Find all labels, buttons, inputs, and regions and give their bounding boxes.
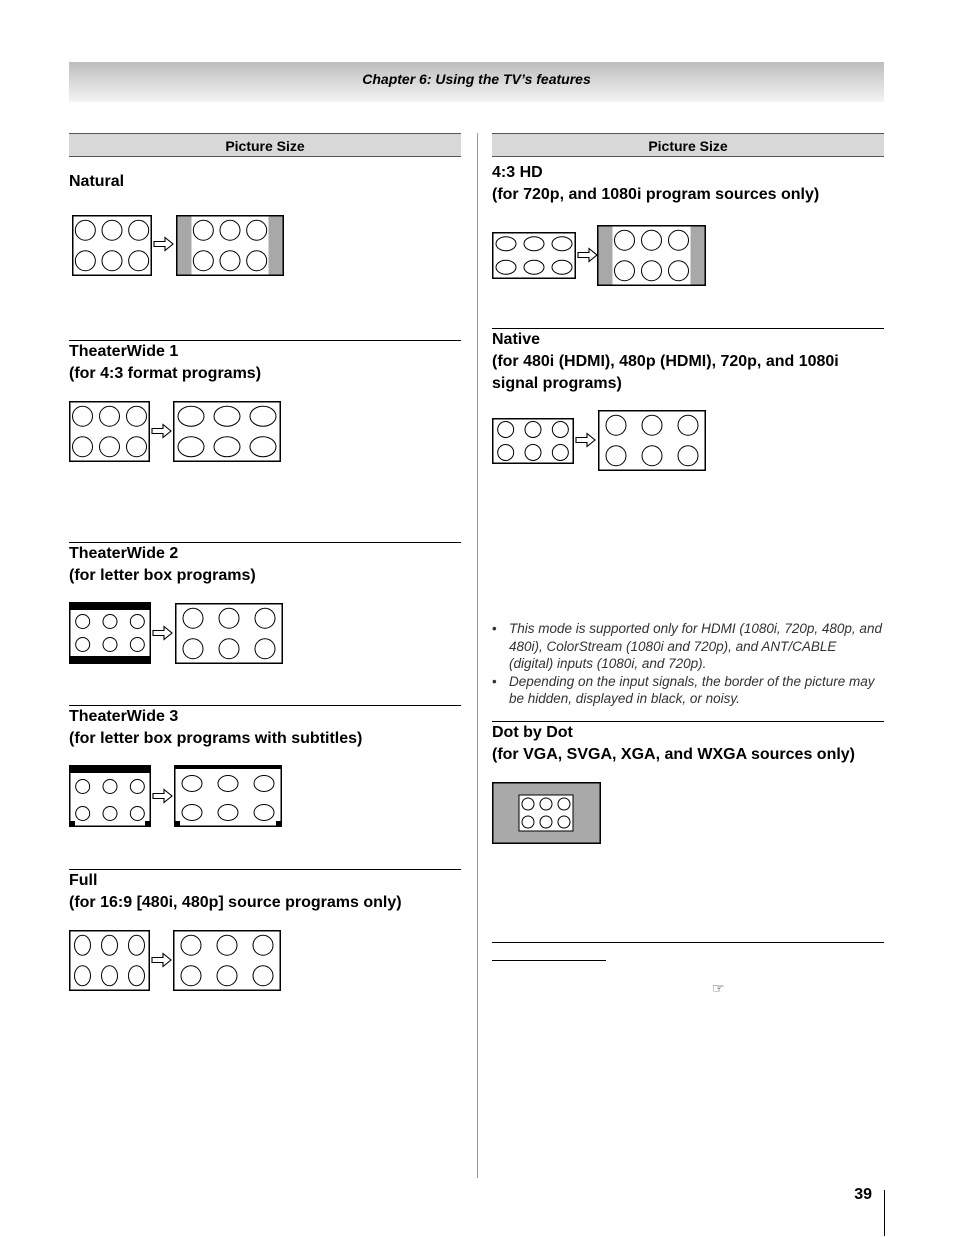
circle-glyph — [606, 446, 626, 466]
heading-4-3-hd: 4:3 HD (for 720p, and 1080i program sources only) — [492, 164, 820, 203]
circle-glyph — [129, 251, 149, 271]
circle-glyph — [522, 816, 534, 828]
circle-glyph — [178, 437, 204, 457]
page-number: 39 — [854, 1186, 872, 1203]
letterbox-bar-top — [69, 765, 151, 773]
screen-frame — [70, 603, 151, 664]
circle-glyph — [103, 638, 117, 652]
diagram-full — [69, 929, 282, 992]
circle-glyph — [103, 807, 117, 821]
circle-glyph — [130, 615, 144, 629]
circle-glyph — [129, 220, 149, 240]
circle-glyph — [181, 966, 201, 986]
side-bar-right — [691, 227, 705, 285]
tv-screen — [174, 765, 282, 827]
circle-glyph — [254, 776, 274, 792]
hollow-right-arrow-icon — [153, 627, 172, 640]
circle-glyph — [678, 446, 698, 466]
heading-dot-by-dot: Dot by Dot (for VGA, SVGA, XGA, and WXGA sources only) — [492, 724, 856, 763]
circle-glyph — [253, 935, 273, 955]
side-bar-left — [599, 227, 613, 285]
pointing-hand-icon: ☞ — [712, 980, 725, 996]
circle-glyph — [615, 261, 635, 281]
circle-glyph — [642, 446, 662, 466]
circle-glyph — [220, 220, 240, 240]
circle-glyph — [525, 422, 541, 438]
chapter-title: Chapter 6: Using the TV’s features — [362, 71, 591, 87]
diagram-natural — [72, 214, 284, 278]
circle-glyph — [498, 445, 514, 461]
circle-glyph — [75, 220, 95, 240]
diagram-dot-by-dot — [492, 781, 602, 845]
circle-glyph — [255, 639, 275, 659]
circle-glyph — [496, 237, 516, 251]
circle-glyph — [220, 251, 240, 271]
heading-theaterwide-1: TheaterWide 1 (for 4:3 format programs) — [69, 343, 262, 382]
circle-glyph — [127, 437, 147, 457]
tv-screen — [177, 216, 284, 276]
heading-native: Native (for 480i (HDMI), 480p (HDMI), 720p, and 1080i signal programs) — [492, 331, 839, 392]
circle-glyph — [182, 805, 202, 821]
circle-glyph — [247, 220, 267, 240]
circle-glyph — [183, 608, 203, 628]
circle-glyph — [75, 935, 91, 955]
tv-screen — [70, 402, 150, 462]
short-rule — [492, 960, 606, 961]
note-item: • This mode is supported only for HDMI (1080i, 720p, 480p, and 480i), ColorStream (1080i and 720p), and ANT/CABLE (digital) inputs (1080i, and 720p). — [492, 620, 884, 673]
circle-glyph — [219, 608, 239, 628]
corner-mark — [69, 821, 75, 827]
circle-glyph — [253, 966, 273, 986]
tv-screen — [493, 233, 576, 279]
hollow-right-arrow-icon — [576, 434, 595, 447]
tv-screen — [598, 226, 706, 286]
diagram-theaterwide-2 — [69, 602, 284, 665]
circle-glyph — [669, 261, 689, 281]
diagram-theaterwide-3 — [69, 765, 283, 828]
circle-glyph — [75, 966, 91, 986]
circle-glyph — [250, 437, 276, 457]
circle-glyph — [498, 422, 514, 438]
circle-glyph — [218, 776, 238, 792]
circle-glyph — [552, 237, 572, 251]
letterbox-bar-bottom — [69, 656, 151, 664]
section-bar-picture-size-left: Picture Size — [69, 133, 461, 157]
corner-mark — [145, 821, 151, 827]
circle-glyph — [76, 807, 90, 821]
circle-glyph — [606, 415, 626, 435]
circle-glyph — [73, 437, 93, 457]
circle-glyph — [193, 251, 213, 271]
circle-glyph — [100, 437, 120, 457]
circle-glyph — [552, 445, 568, 461]
circle-glyph — [540, 816, 552, 828]
circle-glyph — [218, 805, 238, 821]
circle-glyph — [75, 251, 95, 271]
heading-natural: Natural — [69, 173, 125, 190]
circle-glyph — [642, 261, 662, 281]
corner-mark — [276, 821, 282, 827]
circle-glyph — [183, 639, 203, 659]
tv-screen — [493, 783, 601, 844]
tv-screen — [69, 765, 151, 827]
tv-screen — [73, 216, 152, 276]
hollow-right-arrow-icon — [154, 238, 173, 251]
hollow-right-arrow-icon — [152, 954, 171, 967]
circle-glyph — [76, 638, 90, 652]
corner-mark — [174, 821, 180, 827]
circle-glyph — [193, 220, 213, 240]
circle-glyph — [102, 966, 118, 986]
circle-glyph — [130, 780, 144, 794]
circle-glyph — [130, 807, 144, 821]
circle-glyph — [250, 406, 276, 426]
notes-list — [492, 620, 884, 708]
column-divider — [477, 133, 478, 1178]
circle-glyph — [103, 615, 117, 629]
circle-glyph — [615, 230, 635, 250]
circle-glyph — [129, 935, 145, 955]
circle-glyph — [103, 780, 117, 794]
letterbox-bar-top — [69, 602, 151, 610]
circle-glyph — [525, 445, 541, 461]
circle-glyph — [642, 230, 662, 250]
circle-glyph — [678, 415, 698, 435]
heading-full: Full (for 16:9 [480i, 480p] source programs only) — [69, 872, 402, 911]
circle-glyph — [76, 780, 90, 794]
tv-screen — [70, 931, 150, 991]
circle-glyph — [102, 935, 118, 955]
circle-glyph — [100, 406, 120, 426]
circle-glyph — [102, 220, 122, 240]
circle-glyph — [558, 816, 570, 828]
tv-screen — [69, 602, 151, 664]
circle-glyph — [247, 251, 267, 271]
circle-glyph — [181, 935, 201, 955]
circle-glyph — [182, 776, 202, 792]
circle-glyph — [219, 639, 239, 659]
tv-screen — [174, 402, 281, 462]
circle-glyph — [102, 251, 122, 271]
hollow-right-arrow-icon — [153, 790, 172, 803]
letterbox-bar-top — [174, 765, 282, 769]
circle-glyph — [524, 260, 544, 274]
circle-glyph — [214, 406, 240, 426]
circle-glyph — [76, 615, 90, 629]
side-bar-left — [178, 217, 192, 275]
circle-glyph — [130, 638, 144, 652]
diagram-native — [492, 409, 707, 472]
hollow-right-arrow-icon — [152, 425, 171, 438]
circle-glyph — [255, 608, 275, 628]
circle-glyph — [254, 805, 274, 821]
circle-glyph — [217, 966, 237, 986]
section-bar-picture-size-right: Picture Size — [492, 133, 884, 157]
circle-glyph — [669, 230, 689, 250]
circle-glyph — [552, 260, 572, 274]
circle-glyph — [540, 798, 552, 810]
circle-glyph — [129, 966, 145, 986]
tv-screen — [176, 604, 283, 664]
circle-glyph — [127, 406, 147, 426]
circle-glyph — [558, 798, 570, 810]
diagram-theaterwide-1 — [69, 400, 282, 463]
circle-glyph — [642, 415, 662, 435]
divider-rule — [492, 942, 884, 943]
circle-glyph — [552, 422, 568, 438]
circle-glyph — [214, 437, 240, 457]
circle-glyph — [178, 406, 204, 426]
diagram-4-3-hd — [492, 224, 707, 287]
circle-glyph — [524, 237, 544, 251]
heading-theaterwide-3: TheaterWide 3 (for letter box programs with subtitles) — [69, 708, 363, 747]
side-bar-right — [269, 217, 283, 275]
circle-glyph — [217, 935, 237, 955]
hollow-right-arrow-icon — [578, 249, 597, 262]
circle-glyph — [522, 798, 534, 810]
note-item: • Depending on the input signals, the border of the picture may be hidden, displayed in black, or noisy. — [492, 673, 884, 708]
tv-screen — [174, 931, 281, 991]
circle-glyph — [73, 406, 93, 426]
page-edge-rule — [884, 1190, 885, 1236]
heading-theaterwide-2: TheaterWide 2 (for letter box programs) — [69, 545, 256, 584]
circle-glyph — [496, 260, 516, 274]
tv-screen — [493, 419, 574, 464]
tv-screen — [599, 411, 706, 471]
